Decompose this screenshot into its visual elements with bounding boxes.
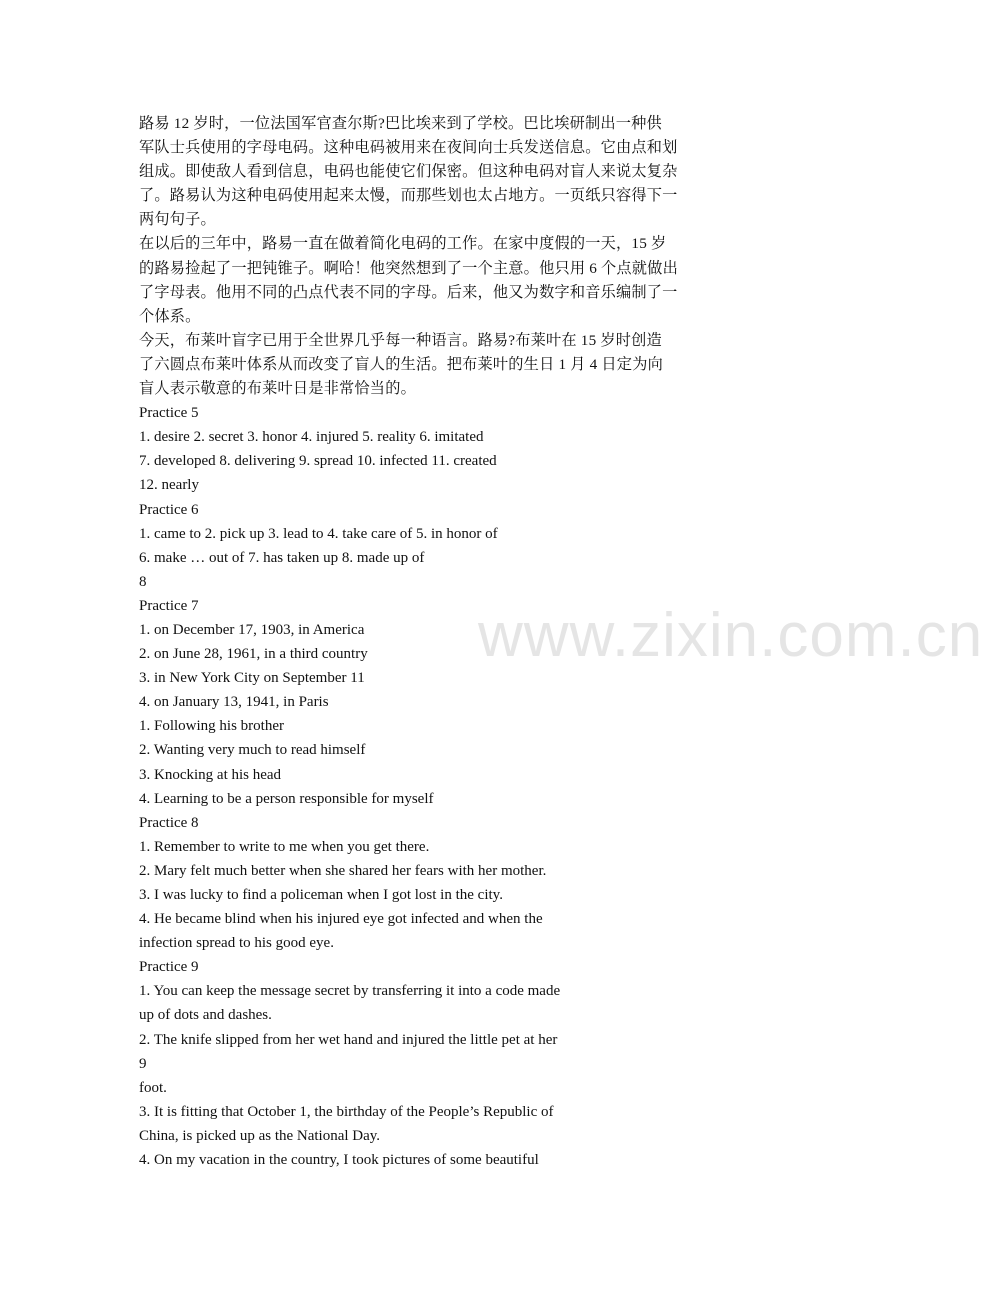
text-line: 3. in New York City on September 11 [139, 670, 365, 687]
text-line: 今天，布莱叶盲字已用于全世界几乎每一种语言。路易?布莱叶在 15 岁时创造 [139, 331, 662, 349]
section-heading: Practice 8 [139, 814, 199, 831]
text-line: 6. make … out of 7. has taken up 8. made up of [139, 549, 425, 566]
text-line: 3. It is fitting that October 1, the birthday of the People’s Republic of [139, 1103, 554, 1120]
document-body [139, 112, 719, 1172]
text-line: China, is picked up as the National Day. [139, 1127, 381, 1144]
page-number: 8 [139, 573, 147, 590]
text-line: 了。路易认为这种电码使用起来太慢，而那些划也太占地方。一页纸只容得下一 [139, 187, 678, 205]
watermark: www.zixin.com.cn [478, 601, 983, 670]
text-line: 组成。即使敌人看到信息，电码也能使它们保密。但这种电码对盲人来说太复杂 [139, 163, 678, 181]
text-line: 1. You can keep the message secret by transferring it into a code made [139, 983, 561, 1000]
text-line: 军队士兵使用的字母电码。这种电码被用来在夜间向士兵发送信息。它由点和划 [139, 139, 678, 157]
page-number: 9 [139, 1055, 147, 1072]
text-line: 3. I was lucky to find a policeman when I got lost in the city. [139, 887, 503, 903]
section-heading: Practice 6 [139, 501, 199, 518]
text-line: 1. desire 2. secret 3. honor 4. injured 5. reality 6. imitated [139, 429, 484, 446]
text-line: 在以后的三年中，路易一直在做着简化电码的工作。在家中度假的一天，15 岁 [139, 235, 667, 253]
text-line: 路易 12 岁时，一位法国军官查尔斯?巴比埃来到了学校。巴比埃研制出一种供 [139, 115, 662, 132]
text-line: 4. He became blind when his injured eye got infected and when the [139, 911, 543, 928]
text-line: 两句句子。 [139, 211, 216, 229]
text-line: 12. nearly [139, 477, 199, 494]
text-line: 7. developed 8. delivering 9. spread 10. infected 11. created [139, 453, 497, 470]
text-line: 2. on June 28, 1961, in a third country [139, 646, 368, 663]
text-line: up of dots and dashes. [139, 1007, 272, 1024]
text-line: 1. Remember to write to me when you get there. [139, 838, 430, 855]
section-heading: Practice 7 [139, 597, 199, 614]
section-heading: Practice 9 [139, 959, 199, 976]
text-line: 2. Mary felt much better when she shared her fears with her mother. [139, 862, 547, 879]
text-line: 4. On my vacation in the country, I took pictures of some beautiful [139, 1152, 539, 1169]
text-line: 1. on December 17, 1903, in America [139, 621, 365, 638]
text-line: 盲人表示敬意的布莱叶日是非常恰当的。 [139, 380, 416, 398]
text-line: 4. Learning to be a person responsible for myself [139, 790, 434, 807]
text-line: 了字母表。他用不同的凸点代表不同的字母。后来，他又为数字和音乐编制了一 [139, 283, 678, 301]
text-line: 4. on January 13, 1941, in Paris [139, 694, 329, 711]
text-line: 的路易捡起了一把钝锥子。啊哈！他突然想到了一个主意。他只用 6 个点就做出 [139, 259, 678, 277]
section-heading: Practice 5 [139, 405, 199, 422]
text-line: 2. Wanting very much to read himself [139, 742, 366, 759]
text-line: 2. The knife slipped from her wet hand and injured the little pet at her [139, 1031, 558, 1048]
text-line: infection spread to his good eye. [139, 935, 334, 952]
text-line: 1. Following his brother [139, 718, 284, 735]
text-line: foot. [139, 1079, 167, 1096]
text-line: 了六圆点布莱叶体系从而改变了盲人的生活。把布莱叶的生日 1 月 4 日定为向 [139, 355, 663, 373]
text-line: 1. came to 2. pick up 3. lead to 4. take care of 5. in honor of [139, 525, 498, 542]
text-line: 个体系。 [139, 307, 201, 325]
text-line: 3. Knocking at his head [139, 766, 282, 783]
